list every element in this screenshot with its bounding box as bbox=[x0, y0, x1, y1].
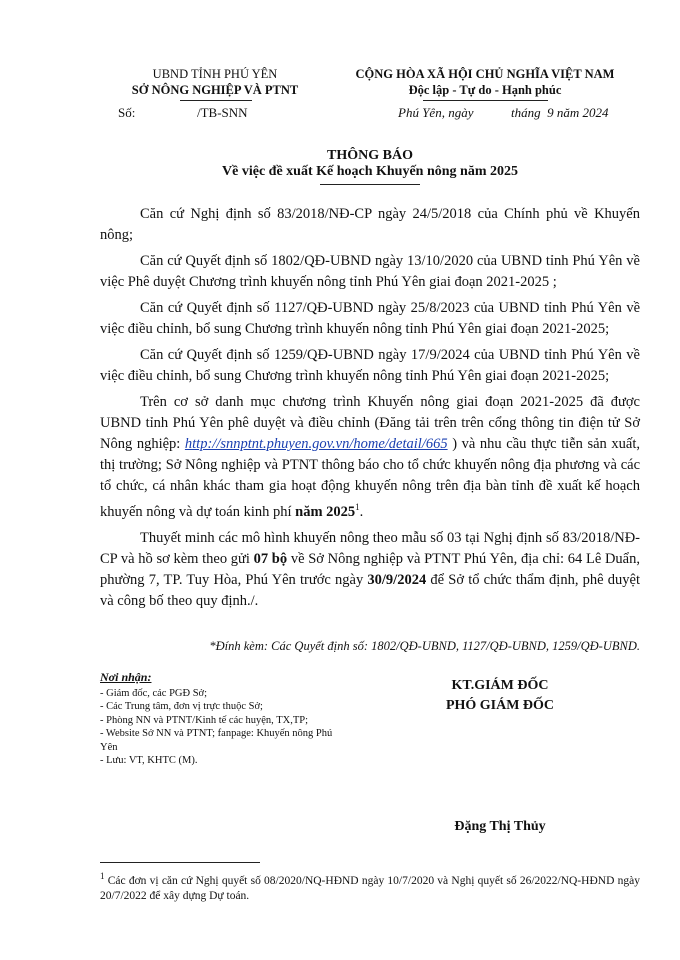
paragraph-3: Căn cứ Quyết định số 1127/QĐ-UBND ngày 25/8/2023 của UBND tỉnh Phú Yên về việc điều chỉnh, bổ sung Chương trình khuyến nông tỉnh Phú Yên giai đoạn 2021-2025; bbox=[100, 300, 640, 337]
header-left bbox=[100, 66, 330, 98]
paragraph-6 bbox=[100, 528, 640, 612]
paragraph-5 bbox=[100, 392, 640, 523]
recipient-item: - Lưu: VT, KHTC (M). bbox=[100, 755, 198, 766]
country-name: CỘNG HÒA XÃ HỘI CHỦ NGHĨA VIỆT NAM bbox=[355, 67, 615, 81]
attachment-note: *Đính kèm: Các Quyết định số: 1802/QĐ-UBND, 1127/QĐ-UBND, 1259/QĐ-UBND. bbox=[209, 639, 640, 653]
recipient-item: - Phòng NN và PTNT/Kinh tế các huyện, TX,TP; bbox=[100, 714, 309, 726]
signature-line-2: PHÓ GIÁM ĐỐC bbox=[445, 698, 555, 713]
place-date: Phú Yên, ngày bbox=[398, 105, 474, 120]
recipient-item: - Các Trung tâm, đơn vị trực thuộc Sở; bbox=[100, 701, 263, 712]
paragraph-6-text: Thuyết minh các mô hình khuyến nông theo mẫu số 03 tại Nghị định số 83/2018/NĐ-CP và hồ sơ kèm theo gửi bbox=[100, 529, 640, 567]
document-title: THÔNG BÁO bbox=[327, 148, 413, 163]
footnote-mark: 1 bbox=[100, 871, 105, 881]
document-number-label: Số: bbox=[118, 105, 136, 120]
month-year: tháng 9 năm 2024 bbox=[511, 105, 609, 120]
footnote-text: Các đơn vị căn cứ Nghị quyết số 08/2020/NQ-HĐND ngày 10/7/2020 và Nghị quyết số 26/2022/NQ-HĐND ngày 20/7/2022 để xây dựng Dự toán. bbox=[100, 874, 640, 902]
paragraph-6-end: để Sở tổ chức thẩm định, phê duyệt và công bố theo quy định./. bbox=[100, 571, 640, 609]
paragraph-6-text-cont: về Sở Nông nghiệp và PTNT Phú Yên, địa chỉ: 64 Lê Duẩn, phường 7, TP. Tuy Hòa, Phú Yên trước ngày bbox=[100, 550, 640, 588]
agency-name: UBND TỈNH PHÚ YÊN bbox=[152, 67, 278, 81]
document-body bbox=[100, 204, 640, 617]
footnote-reference[interactable]: 1 bbox=[355, 502, 360, 512]
paragraph-5-text-cont: ) và nhu cầu thực tiễn sản xuất, thị trường; Sở Nông nghiệp và PTNT thông báo cho tổ chức khuyến nông địa phương và các tổ chức, cá nhân khác tham gia hoạt động khuyến nông trên địa bàn tỉnh đề xuất kế hoạch khuyến nông và dự toán kinh phí bbox=[100, 436, 640, 520]
national-motto: Độc lập - Tự do - Hạnh phúc bbox=[408, 83, 562, 97]
paragraph-1: Căn cứ Nghị định số 83/2018/NĐ-CP ngày 24/5/2018 của Chính phủ về Khuyến nông; bbox=[100, 206, 640, 243]
recipient-item: - Giám đốc, các PGĐ Sở; bbox=[100, 687, 208, 699]
header-left-underline bbox=[180, 100, 252, 101]
header-right-underline bbox=[423, 100, 548, 101]
department-name: SỞ NÔNG NGHIỆP VÀ PTNT bbox=[131, 83, 299, 97]
signature-title bbox=[400, 676, 600, 716]
paragraph-4: Căn cứ Quyết định số 1259/QĐ-UBND ngày 17/9/2024 của UBND tỉnh Phú Yên về việc điều chỉnh, bổ sung Chương trình khuyến nông tỉnh Phú Yên giai đoạn 2021-2025; bbox=[100, 347, 640, 384]
paragraph-5-end: . bbox=[359, 503, 364, 520]
footnote bbox=[100, 869, 640, 904]
signature-line-1: KT.GIÁM ĐỐC bbox=[451, 678, 549, 693]
signer-name: Đặng Thị Thủy bbox=[454, 819, 546, 834]
department-website-link[interactable]: http://snnptnt.phuyen.gov.vn/home/detail/665 bbox=[184, 436, 448, 452]
footnote-separator bbox=[100, 862, 260, 863]
recipients-block bbox=[100, 671, 350, 768]
recipient-item: - Website Sở NN và PTNT; fanpage: Khuyến nông Phú Yên bbox=[100, 728, 333, 753]
title-underline bbox=[320, 184, 420, 185]
header-right bbox=[330, 66, 640, 98]
plan-year: năm 2025 bbox=[295, 503, 356, 520]
document-subject: Về việc đề xuất Kế hoạch Khuyến nông năm 2025 bbox=[222, 164, 518, 179]
copy-count: 07 bộ bbox=[253, 550, 288, 567]
document-number-code: /TB-SNN bbox=[197, 105, 248, 120]
paragraph-5-text: Trên cơ sở danh mục chương trình Khuyến nông giai đoạn 2021-2025 đã được UBND tỉnh Phú Yên phê duyệt và điều chỉnh (Đăng tải trên trên cổng thông tin điện tử Sở Nông nghiệp: bbox=[100, 394, 640, 452]
recipients-heading: Nơi nhận: bbox=[100, 670, 152, 684]
deadline-date: 30/9/2024 bbox=[367, 571, 427, 588]
paragraph-2: Căn cứ Quyết định số 1802/QĐ-UBND ngày 13/10/2020 của UBND tỉnh Phú Yên về việc Phê duyệt Chương trình khuyến nông tỉnh Phú Yên giai đoạn 2021-2025 ; bbox=[100, 253, 640, 290]
